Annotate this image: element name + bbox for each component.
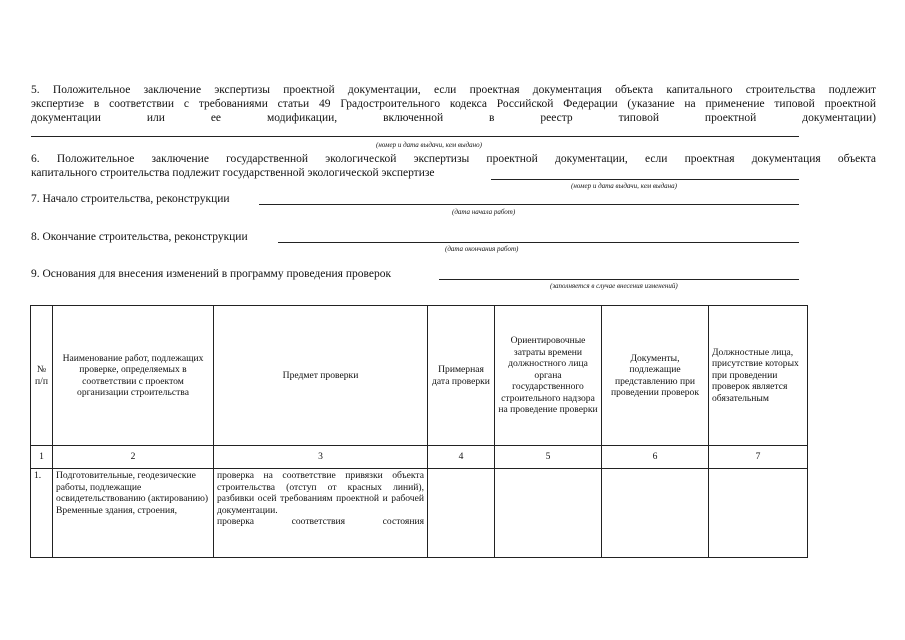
column-number: 3 xyxy=(214,446,428,469)
row-work-name xyxy=(53,469,214,558)
column-number: 6 xyxy=(602,446,709,469)
section-5-line-2: экспертизе в соответствии с требованиями статьи 49 Градостроительного кодекса Российской Федерации (указание на применение типовой проектной xyxy=(31,98,876,110)
header-officials: Должностные лица, присутствие которых при проведении проверок является обязательным xyxy=(709,306,808,446)
section-9-field[interactable] xyxy=(439,279,799,280)
row-officials-cell[interactable] xyxy=(709,469,808,558)
header-work-name: Наименование работ, подлежащих проверке, определяемых в соответствии с проектом организации строительства xyxy=(53,306,214,446)
section-9-label: 9. Основания для внесения изменений в программу проведения проверок xyxy=(31,268,392,280)
section-5-hint: (номер и дата выдачи, кем выдано) xyxy=(376,141,482,149)
column-number-row xyxy=(31,446,808,469)
table-header-row xyxy=(31,306,808,446)
header-number: № п/п xyxy=(31,306,53,446)
header-time-cost: Ориентировочные затраты времени должностного лица органа государственного строительного надзора на проведение проверки xyxy=(495,306,602,446)
section-5-line-1: 5. Положительное заключение экспертизы проектной документации, если проектная документация объекта капитального строительства подлежит xyxy=(31,84,876,96)
section-7-field[interactable] xyxy=(259,204,799,205)
row-subject-b: проверка соответствия состояния xyxy=(217,516,424,527)
column-number: 1 xyxy=(31,446,53,469)
section-6-hint: (номер и дата выдачи, кем выдана) xyxy=(571,182,677,190)
row-documents-cell[interactable] xyxy=(602,469,709,558)
row-work-name-b: Временные здания, строения, xyxy=(56,504,178,516)
row-subject-a: проверка на соответствие привязки объекта строительства (отступ от красных линий), разбивки осей требованиям проектной и рабочей документации. xyxy=(217,470,424,516)
section-5-line-3: документации или ее модификации, включенной в реестр типовой проектной документации) xyxy=(31,112,876,124)
section-5-field[interactable] xyxy=(31,136,799,137)
column-number: 5 xyxy=(495,446,602,469)
row-number: 1. xyxy=(31,469,53,558)
header-date: Примерная дата проверки xyxy=(428,306,495,446)
section-6-field[interactable] xyxy=(491,179,799,180)
table-row xyxy=(31,469,808,558)
column-number: 7 xyxy=(709,446,808,469)
section-6-line-1: 6. Положительное заключение государственной экологической экспертизы проектной документации, если проектная документация объекта xyxy=(31,153,876,165)
section-7-hint: (дата начала работ) xyxy=(452,208,516,216)
inspection-table xyxy=(30,305,808,558)
column-number: 4 xyxy=(428,446,495,469)
header-subject: Предмет проверки xyxy=(214,306,428,446)
section-6-line-2: капитального строительства подлежит государственной экологической экспертизе xyxy=(31,167,435,179)
section-9-hint: (заполняется в случае внесения изменений) xyxy=(550,282,678,290)
section-8-field[interactable] xyxy=(278,242,799,243)
section-8-hint: (дата окончания работ) xyxy=(445,245,519,253)
section-7-label: 7. Начало строительства, реконструкции xyxy=(31,193,230,205)
row-work-name-a: Подготовительные, геодезические работы, подлежащие освидетельствованию (актированию) xyxy=(56,470,209,504)
section-8-label: 8. Окончание строительства, реконструкции xyxy=(31,231,248,243)
row-subject xyxy=(214,469,428,558)
column-number: 2 xyxy=(53,446,214,469)
row-time-cell[interactable] xyxy=(495,469,602,558)
header-documents: Документы, подлежащие представлению при проведении проверок xyxy=(602,306,709,446)
row-date-cell[interactable] xyxy=(428,469,495,558)
